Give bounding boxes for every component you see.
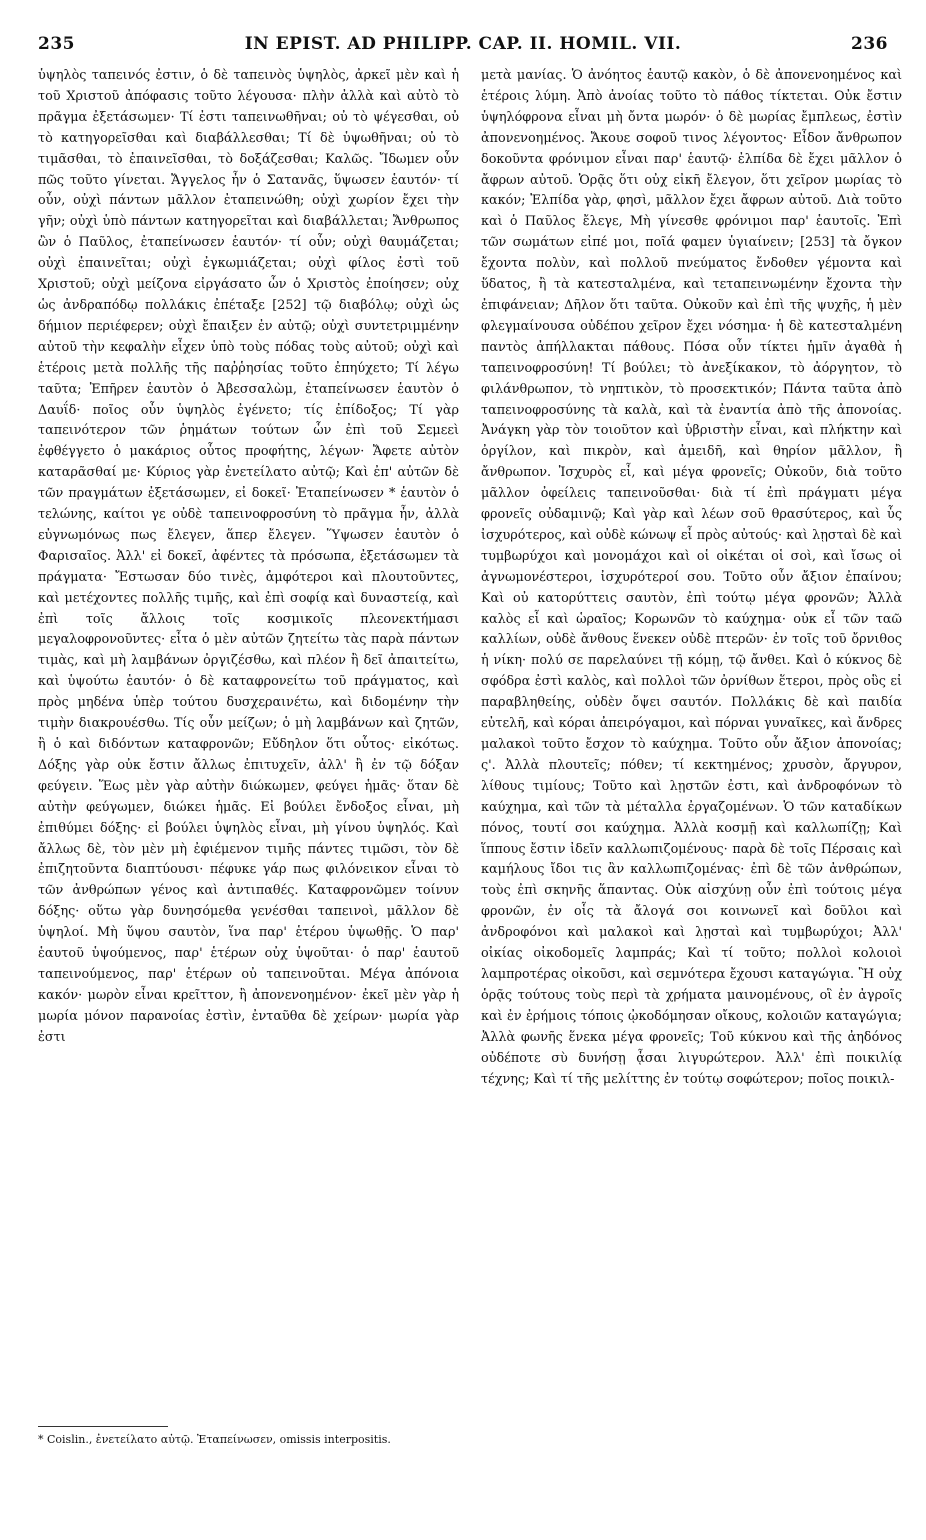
column-left-text: ὑψηλὸς ταπεινός ἐστιν, ὁ δὲ ταπεινὸς ὑψηλὸς, ἀρκεῖ μὲν καὶ ἡ τοῦ Χριστοῦ ἀπόφασις τοῦτο λέγουσα· πλὴν ἀλλὰ καὶ αὐτὸ τὸ πρᾶγμα ἐξετάσωμεν· Τί ἐστι ταπεινωθῆναι; οὐ τὸ ψέγεσθαι, οὐ τὸ κατηγορεῖσθαι καὶ διαβάλλεσθαι; Τί δὲ ὑψωθῆναι; οὐ τὸ τιμᾶσθαι, τὸ ἐπαινεῖσθαι, τὸ δοξάζεσθαι; Καλῶς. Ἴδωμεν οὖν πῶς τοῦτο γίνεται. Ἄγγελος ἦν ὁ Σατανᾶς, ὕψωσεν ἑαυτόν· τί οὖν, οὐχὶ πάντων μᾶλλον ἐταπεινώθη; οὐχὶ χωρίον ἔχει τὴν γῆν; οὐχὶ ὑπὸ πάντων κατηγορεῖται καὶ διαβάλλεται; Ἄνθρωπος ὢν ὁ Παῦλος, ἐταπείνωσεν ἑαυτόν· τί οὖν; οὐχὶ θαυμάζεται; οὐχὶ ἐπαινεῖται; οὐχὶ ἐγκωμιάζεται; οὐχὶ φίλος ἐστὶ τοῦ Χριστοῦ; οὐχὶ μείζονα εἰργάσατο ὧν ὁ Χριστὸς ἐποίησεν; οὐχ ὡς ἀνδραπόδῳ πολλάκις ἐπέταξε [252] τῷ διαβόλῳ; οὐχὶ ὡς δήμιον περιέφερεν; οὐχὶ ἔπαιξεν ἐν αὐτῷ; οὐχὶ συντετριμμένην αὐτοῦ τὴν κεφαλὴν εἶχεν ὑπὸ τοὺς πόδας τοὺς αὐτοῦ; οὐχὶ καὶ ἑτέροις μετὰ πολλῆς τῆς παῤῥησίας τοῦτο ἐπηύχετο; Τί λέγω ταῦτα; Ἐπῆρεν ἑαυτὸν ὁ Ἀβεσσαλὼμ, ἐταπείνωσεν ἑαυτὸν ὁ Δαυΐδ· ποῖος οὖν ὑψηλὸς ἐγένετο; τίς ἐπίδοξος; Τί γὰρ ταπεινότερον τῶν ῥημάτων τούτων ὧν ἐπὶ τοῦ Σεμεεὶ ἐφθέγγετο ὁ μακάριος οὗτος προφήτης, λέγων· Ἄφετε αὐτὸν καταρᾶσθαί με· Κύριος γὰρ ἐνετείλατο αὐτῷ; Καὶ ἐπ' αὐτῶν δὲ τῶν πραγμάτων ἐξετάσωμεν, εἰ δοκεῖ· Ἐταπείνωσεν * ἑαυτὸν ὁ τελώνης, καίτοι γε οὐδὲ ταπεινοφροσύνη τὸ πρᾶγμα ἦν, ἀλλὰ εὐγνωμόνως πως ἔλεγεν, ἅπερ ἔλεγεν. Ὕψωσεν ἑαυτὸν ὁ Φαρισαῖος. Ἀλλ' εἰ δοκεῖ, ἀφέντες τὰ πρόσωπα, ἐξετάσωμεν τὰ πράγματα· Ἔστωσαν δύο τινὲς, ἀμφότεροι καὶ πλουτοῦντες, καὶ μετέχοντες πολλῆς τιμῆς, καὶ ἐπὶ σοφίᾳ καὶ δυναστείᾳ, καὶ ἐπὶ τοῖς ἄλλοις τοῖς κοσμικοῖς πλεονεκτήμασι μεγαλοφρονοῦντες· εἶτα ὁ μὲν αὐτῶν ζητείτω τὰς παρὰ πάντων τιμὰς, καὶ μὴ λαμβάνων ὀργιζέσθω, καὶ πλέον ἢ δεῖ ἀπαιτείτω, καὶ ὑψούτω ἑαυτόν· ὁ δὲ καταφρονείτω τοῦ πράγματος, καὶ πρὸς μηδένα ὑπὲρ τούτου δυσχεραινέτω, καὶ διδομένην τὴν τιμὴν διακρουέσθω. Τίς οὖν μείζων; ὁ μὴ λαμβάνων καὶ ζητῶν, ἢ ὁ καὶ διδόντων καταφρονῶν; Εὔδηλον ὅτι οὗτος· εἰκότως. Δόξης γὰρ οὐκ ἔστιν ἄλλως ἐπιτυχεῖν, ἀλλ' ἢ ἐν τῷ δόξαν φεύγειν. Ἕως μὲν γὰρ αὐτὴν διώκωμεν, φεύγει ἡμᾶς· ὅταν δὲ αὐτὴν φεύγωμεν, διώκει ἡμᾶς. Εἰ βούλει ἔνδοξος εἶναι, μὴ ἐπιθύμει δόξης· εἰ βούλει ὑψηλὸς εἶναι, μὴ γίνου ὑψηλός. Καὶ ἄλλως δὲ, τὸν μὲν μὴ ἐφιέμενον τιμῆς πάντες τιμῶσι, τὸν δὲ ἐπιζητοῦντα διαπτύουσι· πέφυκε γάρ πως φιλόνεικον εἶναι τὸ τῶν ἀνθρώπων γένος καὶ ἀντιπαθές. Καταφρονῶμεν τοίνυν δόξης· οὕτω γὰρ δυνησόμεθα γενέσθαι ταπεινοὶ, μᾶλλον δὲ ὑψηλοί. Μὴ ὕψου σαυτὸν, ἵνα παρ' ἑτέρου ὑψωθῇς. Ὁ παρ' ἑαυτοῦ ὑψούμενος, παρ' ἑτέρων οὐχ ὑψοῦται· ὁ παρ' ἑαυτοῦ ταπεινούμενος, παρ' ἑτέρων οὐ ταπεινοῦται. Μέγα ἀπόνοια κακόν· μωρὸν εἶναι κρεῖττον, ἢ ἀπονενοημένον· ἐκεῖ μὲν γὰρ ἡ μωρία μόνον παρανοίας ἐστὶν, ἐνταῦθα δὲ χείρων· μωρία γὰρ ἐστι	[38, 68, 459, 1045]
page-number-left: 235	[38, 34, 75, 54]
footnote-rule	[38, 1426, 168, 1427]
page-number-right: 236	[851, 34, 888, 54]
column-right-text: μετὰ μανίας. Ὁ ἀνόητος ἑαυτῷ κακὸν, ὁ δὲ ἀπονενοημένος καὶ ἑτέροις λύμη. Ἀπὸ ἀνοίας τοῦτο τὸ πάθος τίκτεται. Οὐκ ἔστιν ὑψηλόφρονα εἶναι μὴ ὄντα μωρόν· ὁ δὲ μωρίας ἔμπλεως, ἐστὶν ἀπονενοημένος. Ἄκουε σοφοῦ τινος λέγοντος· Εἶδον ἄνθρωπον δοκοῦντα φρόνιμον εἶναι παρ' ἑαυτῷ· ἐλπίδα δὲ ἔχει μᾶλλον ὁ ἄφρων αὐτοῦ. Ὁρᾷς ὅτι οὐχ εἰκῆ ἔλεγον, ὅτι χεῖρον μωρίας τὸ κακόν; Ἐλπίδα γὰρ, φησὶ, μᾶλλον ἔχει ἄφρων αὐτοῦ. Διὰ τοῦτο καὶ ὁ Παῦλος ἔλεγε, Μὴ γίνεσθε φρόνιμοι παρ' ἑαυτοῖς. Ἐπὶ τῶν σωμάτων εἰπέ μοι, ποῖά φαμεν ὑγιαίνειν; [253] τὰ ὄγκον ἔχοντα πολὺν, καὶ πολλοῦ πνεύματος ἔνδοθεν γέμοντα καὶ ὕδατος, ἢ τὰ κατεσταλμένα, καὶ τεταπεινωμένην ἔχοντα τὴν ἐπιφάνειαν; Δῆλον ὅτι ταῦτα. Οὐκοῦν καὶ ἐπὶ τῆς ψυχῆς, ἡ μὲν φλεγμαίνουσα οὐδέπου χεῖρον ἔχει νόσημα· ἡ δὲ κατεσταλμένη παντὸς ἀπήλλακται πάθους. Πόσα οὖν τίκτει ἡμῖν ἀγαθὰ ἡ ταπεινοφροσύνη! Τί βούλει; τὸ ἀνεξίκακον, τὸ ἀόργητον, τὸ φιλάνθρωπον, τὸ νηπτικὸν, τὸ προσεκτικόν; Πάντα ταῦτα ἀπὸ ταπεινοφροσύνης τὰ καλὰ, καὶ τὰ ἐναντία ἀπὸ τῆς ἀπονοίας. Ἀνάγκη γὰρ τὸν τοιοῦτον καὶ ὑβριστὴν εἶναι, καὶ πλήκτην καὶ ὀργίλον, καὶ πικρὸν, καὶ ἀμειδῆ, καὶ θηρίον μᾶλλον, ἢ ἄνθρωπον. Ἰσχυρὸς εἶ, καὶ μέγα φρονεῖς; Οὐκοῦν, διὰ τοῦτο μᾶλλον ὀφείλεις ταπεινοῦσθαι· διὰ τί ἐπὶ πράγματι μέγα φρονεῖς οὐδαμινῷ; Καὶ γὰρ καὶ λέων σοῦ θρασύτερος, καὶ ὗς ἰσχυρότερος, καὶ οὐδὲ κώνωψ εἶ πρὸς αὐτούς· καὶ λῃσταὶ δὲ καὶ τυμβωρύχοι καὶ μονομάχοι καὶ οἱ οἰκέται οἱ σοὶ, καὶ ἴσως οἱ ἀγνωμονέστεροι, ἰσχυρότεροί σου. Τοῦτο οὖν ἄξιον ἐπαίνου; Καὶ οὐ κατορύττεις σαυτὸν, ἐπὶ τούτῳ μέγα φρονῶν; Ἀλλὰ καλὸς εἶ καὶ ὡραῖος; Κορωνῶν τὸ καύχημα· οὐκ εἶ τῶν ταῶ καλλίων, οὐδὲ ἄνθους ἕνεκεν οὐδὲ πτερῶν· ἐν τοῖς τοῦ ὄρνιθος ἡ νίκη· πολύ σε παρελαύνει τῇ κόμῃ, τῷ ἄνθει. Καὶ ὁ κύκνος δὲ σφόδρα ἐστὶ καλὸς, καὶ πολλοὶ τῶν ὀρνίθων ἕτεροι, πρὸς οὓς εἰ παραβληθείης, οὐδὲν ὄψει σαυτόν. Πολλάκις δὲ καὶ παιδία εὐτελῆ, καὶ κόραι ἀπειρόγαμοι, καὶ πόρναι γυναῖκες, καὶ ἄνδρες μαλακοὶ τοῦτο ἔσχον τὸ καύχημα. Τοῦτο οὖν ἄξιον ἀπονοίας; ς'. Ἀλλὰ πλουτεῖς; πόθεν; τί κεκτημένος; χρυσὸν, ἄργυρον, λίθους τιμίους; Τοῦτο καὶ λῃστῶν ἐστι, καὶ ἀνδροφόνων τὸ καύχημα, καὶ τῶν τὰ μέταλλα ἐργαζομένων. Ὁ τῶν καταδίκων πόνος, τουτί σοι καύχημα. Ἀλλὰ κοσμῇ καὶ καλλωπίζῃ; Καὶ ἵππους ἔστιν ἰδεῖν καλλωπιζομένους· παρὰ δὲ τοῖς Πέρσαις καὶ καμήλους ἴδοι τις ἂν καλλωπιζομένας· ἐπὶ δὲ τῶν ἀνθρώπων, τοὺς ἐπὶ σκηνῆς ἅπαντας. Οὐκ αἰσχύνῃ οὖν ἐπὶ τούτοις μέγα φρονῶν, ἐν οἷς τὰ ἄλογά σοι κοινωνεῖ καὶ δοῦλοι καὶ ἀνδροφόνοι καὶ μαλακοὶ καὶ λῃσταὶ καὶ τυμβωρύχοι; Ἀλλ' οἰκίας οἰκοδομεῖς λαμπράς; Καὶ τί τοῦτο; πολλοὶ κολοιοὶ λαμπροτέρας οἰκοῦσι, καὶ σεμνότερα ἔχουσι καταγώγια. Ἢ οὐχ ὁρᾷς τούτους τοὺς περὶ τὰ χρήματα μαινομένους, οἳ ἐν ἀγροῖς καὶ ἐν ἐρήμοις τόποις ᾠκοδόμησαν οἴκους, κολοιῶν καταγώγια; Ἀλλὰ φωνῆς ἕνεκα μέγα φρονεῖς; Τοῦ κύκνου καὶ τῆς ἀηδόνος οὐδέποτε σὺ δυνήσῃ ᾆσαι λιγυρώτερον. Ἀλλ' ἐπὶ ποικιλίᾳ τέχνης; Καὶ τί τῆς μελίττης ἐν τούτῳ σοφώτερον; ποῖος ποικιλ-	[481, 68, 902, 1087]
running-head	[38, 34, 888, 60]
running-title: IN EPIST. AD PHILIPP. CAP. II. HOMIL. VII.	[244, 34, 682, 54]
text-column-right	[481, 66, 902, 1090]
footnote: * Coislin., ἐνετείλατο αὐτῷ. Ἐταπείνωσεν, omissis interpositis.	[38, 1433, 391, 1446]
text-column-left	[38, 66, 459, 1049]
